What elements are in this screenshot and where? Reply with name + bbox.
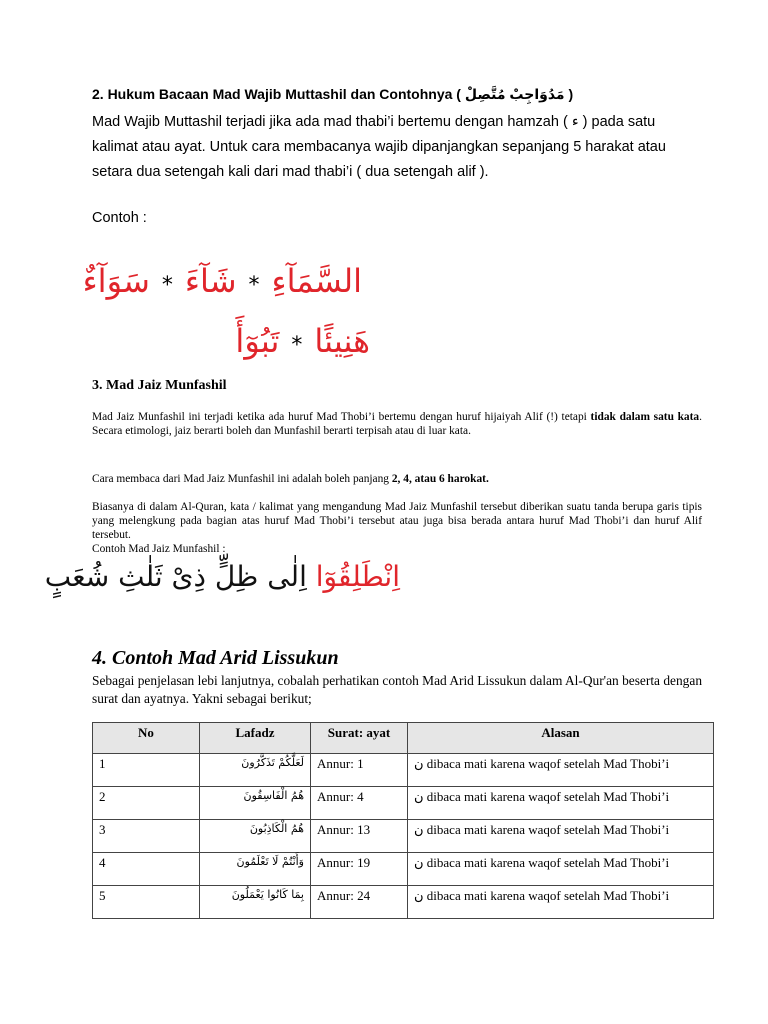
cell-no: 1 bbox=[93, 754, 200, 787]
section-2-body: Mad Wajib Muttashil terjadi jika ada mad thabi’i bertemu dengan hamzah ( ء ) pada satu kalimat atau ayat. Untuk cara membacanya wajib dipanjangkan sepanjang 5 harakat atau setara dua setengah kali dari mad thabi’i ( dua setengah alif ). bbox=[92, 114, 666, 180]
arabic-example: شَآءَ bbox=[184, 262, 237, 300]
cell-no: 3 bbox=[93, 820, 200, 853]
cell-surat: Annur: 1 bbox=[311, 754, 408, 787]
arabic-examples-row-1 bbox=[82, 262, 362, 300]
bold-text: 2, 4, atau 6 harokat. bbox=[391, 473, 489, 485]
arabic-example: سَوَآءٌ bbox=[82, 262, 150, 300]
table-row bbox=[93, 754, 714, 787]
arabic-example: هَنِيئًا bbox=[314, 322, 370, 360]
contoh-label: Contoh : bbox=[92, 210, 147, 226]
table-row bbox=[93, 886, 714, 919]
section-2-heading: 2. Hukum Bacaan Mad Wajib Muttashil dan Contohnya ( مَدُوَاجِبْ مُتَّصِلْ ) bbox=[92, 86, 574, 102]
arabic-example: السَّمَآءِ bbox=[271, 262, 362, 300]
cell-surat: Annur: 4 bbox=[311, 787, 408, 820]
cell-lafadz: هُمُ الْفَاسِقُونَ bbox=[200, 787, 311, 820]
separator: * bbox=[161, 273, 173, 298]
bold-text: tidak dalam satu kata bbox=[590, 411, 700, 423]
separator: * bbox=[291, 333, 303, 358]
header-no: No bbox=[93, 723, 200, 754]
separator: * bbox=[248, 273, 260, 298]
text: . Secara etimologi, jaiz berarti boleh dan Munfashil berarti terpisah atau di luar kata. bbox=[92, 411, 702, 437]
header-lafadz: Lafadz bbox=[200, 723, 311, 754]
section-3-paragraph-1 bbox=[92, 410, 702, 438]
text: Mad Jaiz Munfashil ini terjadi ketika ada huruf Mad Thobi’i bertemu dengan huruf hijaiyah Alif (!) tetapi bbox=[92, 411, 591, 423]
arabic-example-munfashil bbox=[44, 560, 400, 593]
cell-lafadz: لَعَلَّكُمْ تَذَكَّرُونَ bbox=[200, 754, 311, 787]
cell-lafadz: وَأَنْتُمْ لَا تَعْلَمُونَ bbox=[200, 853, 311, 886]
cell-alasan: ن dibaca mati karena waqof setelah Mad Thobi’i bbox=[408, 886, 714, 919]
section-3-paragraph-3: Biasanya di dalam Al-Quran, kata / kalimat yang mengandung Mad Jaiz Munfashil tersebut diberikan suatu tanda berupa garis tipis yang melengkung pada bagian atas huruf Mad Thobi’i tersebut atau juga bisa berada antara huruf Mad Thobi’i dan huruf Alif tersebut. bbox=[92, 501, 702, 541]
cell-no: 5 bbox=[93, 886, 200, 919]
header-surat: Surat: ayat bbox=[311, 723, 408, 754]
arabic-red-word: اِنْطَلِقُوٓا bbox=[315, 560, 400, 593]
arabic-examples-row-2 bbox=[180, 322, 370, 360]
section-3-paragraph-4: Contoh Mad Jaiz Munfashil : bbox=[92, 543, 226, 555]
section-3-paragraph-2 bbox=[92, 472, 702, 486]
arabic-rest: اِلٰى ظِلٍّ ذِىْ ثَلٰثِ شُعَبٍ bbox=[44, 560, 307, 593]
arabic-example: تَبُوٓأَ bbox=[235, 322, 280, 360]
header-alasan: Alasan bbox=[408, 723, 714, 754]
table-row bbox=[93, 820, 714, 853]
examples-table bbox=[92, 722, 714, 919]
table-row bbox=[93, 787, 714, 820]
cell-alasan: ن dibaca mati karena waqof setelah Mad Thobi’i bbox=[408, 754, 714, 787]
section-4-paragraph: Sebagai penjelasan lebi lanjutnya, cobalah perhatikan contoh Mad Arid Lissukun dalam Al-Qur'an beserta dengan surat dan ayatnya. Yakni sebagai berikut; bbox=[92, 673, 703, 706]
table-header-row bbox=[93, 723, 714, 754]
cell-surat: Annur: 19 bbox=[311, 853, 408, 886]
cell-no: 2 bbox=[93, 787, 200, 820]
cell-no: 4 bbox=[93, 853, 200, 886]
text: Cara membaca dari Mad Jaiz Munfashil ini adalah boleh panjang bbox=[92, 473, 392, 485]
cell-lafadz: هُمُ الْكَاذِبُونَ bbox=[200, 820, 311, 853]
cell-alasan: ن dibaca mati karena waqof setelah Mad Thobi’i bbox=[408, 787, 714, 820]
cell-alasan: ن dibaca mati karena waqof setelah Mad Thobi’i bbox=[408, 853, 714, 886]
cell-lafadz: بِمَا كَانُوا يَعْمَلُونَ bbox=[200, 886, 311, 919]
section-4-heading: 4. Contoh Mad Arid Lissukun bbox=[92, 647, 339, 669]
section-3-heading: 3. Mad Jaiz Munfashil bbox=[92, 378, 227, 393]
cell-surat: Annur: 13 bbox=[311, 820, 408, 853]
cell-alasan: ن dibaca mati karena waqof setelah Mad Thobi’i bbox=[408, 820, 714, 853]
cell-surat: Annur: 24 bbox=[311, 886, 408, 919]
table-row bbox=[93, 853, 714, 886]
